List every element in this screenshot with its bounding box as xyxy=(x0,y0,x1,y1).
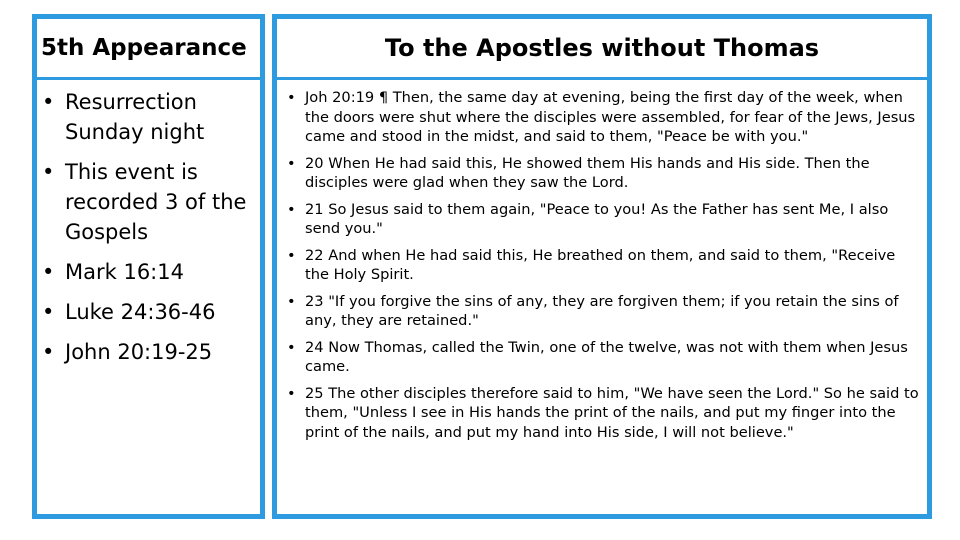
verse-item: • 25 The other disciples therefore said to him, "We have seen the Lord." So he said to them, "Unless I see in His hands the print of the nails, and put my finger into the print of the nails, and put my hand into His side, I will not believe." xyxy=(282,384,919,443)
verse-list xyxy=(282,88,919,449)
verse-item: • 24 Now Thomas, called the Twin, one of the twelve, was not with them when Jesus came. xyxy=(282,338,919,377)
verse-item: • 22 And when He had said this, He breathed on them, and said to them, "Receive the Holy Spirit. xyxy=(282,246,919,285)
verse-item: • 23 "If you forgive the sins of any, they are forgiven them; if you retain the sins of any, they are retained." xyxy=(282,292,919,331)
list-item: • Mark 16:14 xyxy=(42,257,258,287)
right-title: To the Apostles without Thomas xyxy=(277,19,927,80)
list-item: • This event is recorded 3 of the Gospels xyxy=(42,157,258,247)
list-item: • John 20:19-25 xyxy=(42,337,258,367)
right-panel xyxy=(272,14,932,519)
left-bullet-list xyxy=(42,87,258,377)
verse-item: • 20 When He had said this, He showed them His hands and His side. Then the disciples were glad when they saw the Lord. xyxy=(282,154,919,193)
left-title: 5th Appearance xyxy=(37,19,260,80)
left-panel xyxy=(32,14,265,519)
list-item: • Luke 24:36-46 xyxy=(42,297,258,327)
verse-item: • 21 So Jesus said to them again, "Peace to you! As the Father has sent Me, I also send you." xyxy=(282,200,919,239)
list-item: • Resurrection Sunday night xyxy=(42,87,258,147)
verse-item: • Joh 20:19 ¶ Then, the same day at evening, being the first day of the week, when the doors were shut where the disciples were assembled, for fear of the Jews, Jesus came and stood in the midst, and said to them, "Peace be with you." xyxy=(282,88,919,147)
